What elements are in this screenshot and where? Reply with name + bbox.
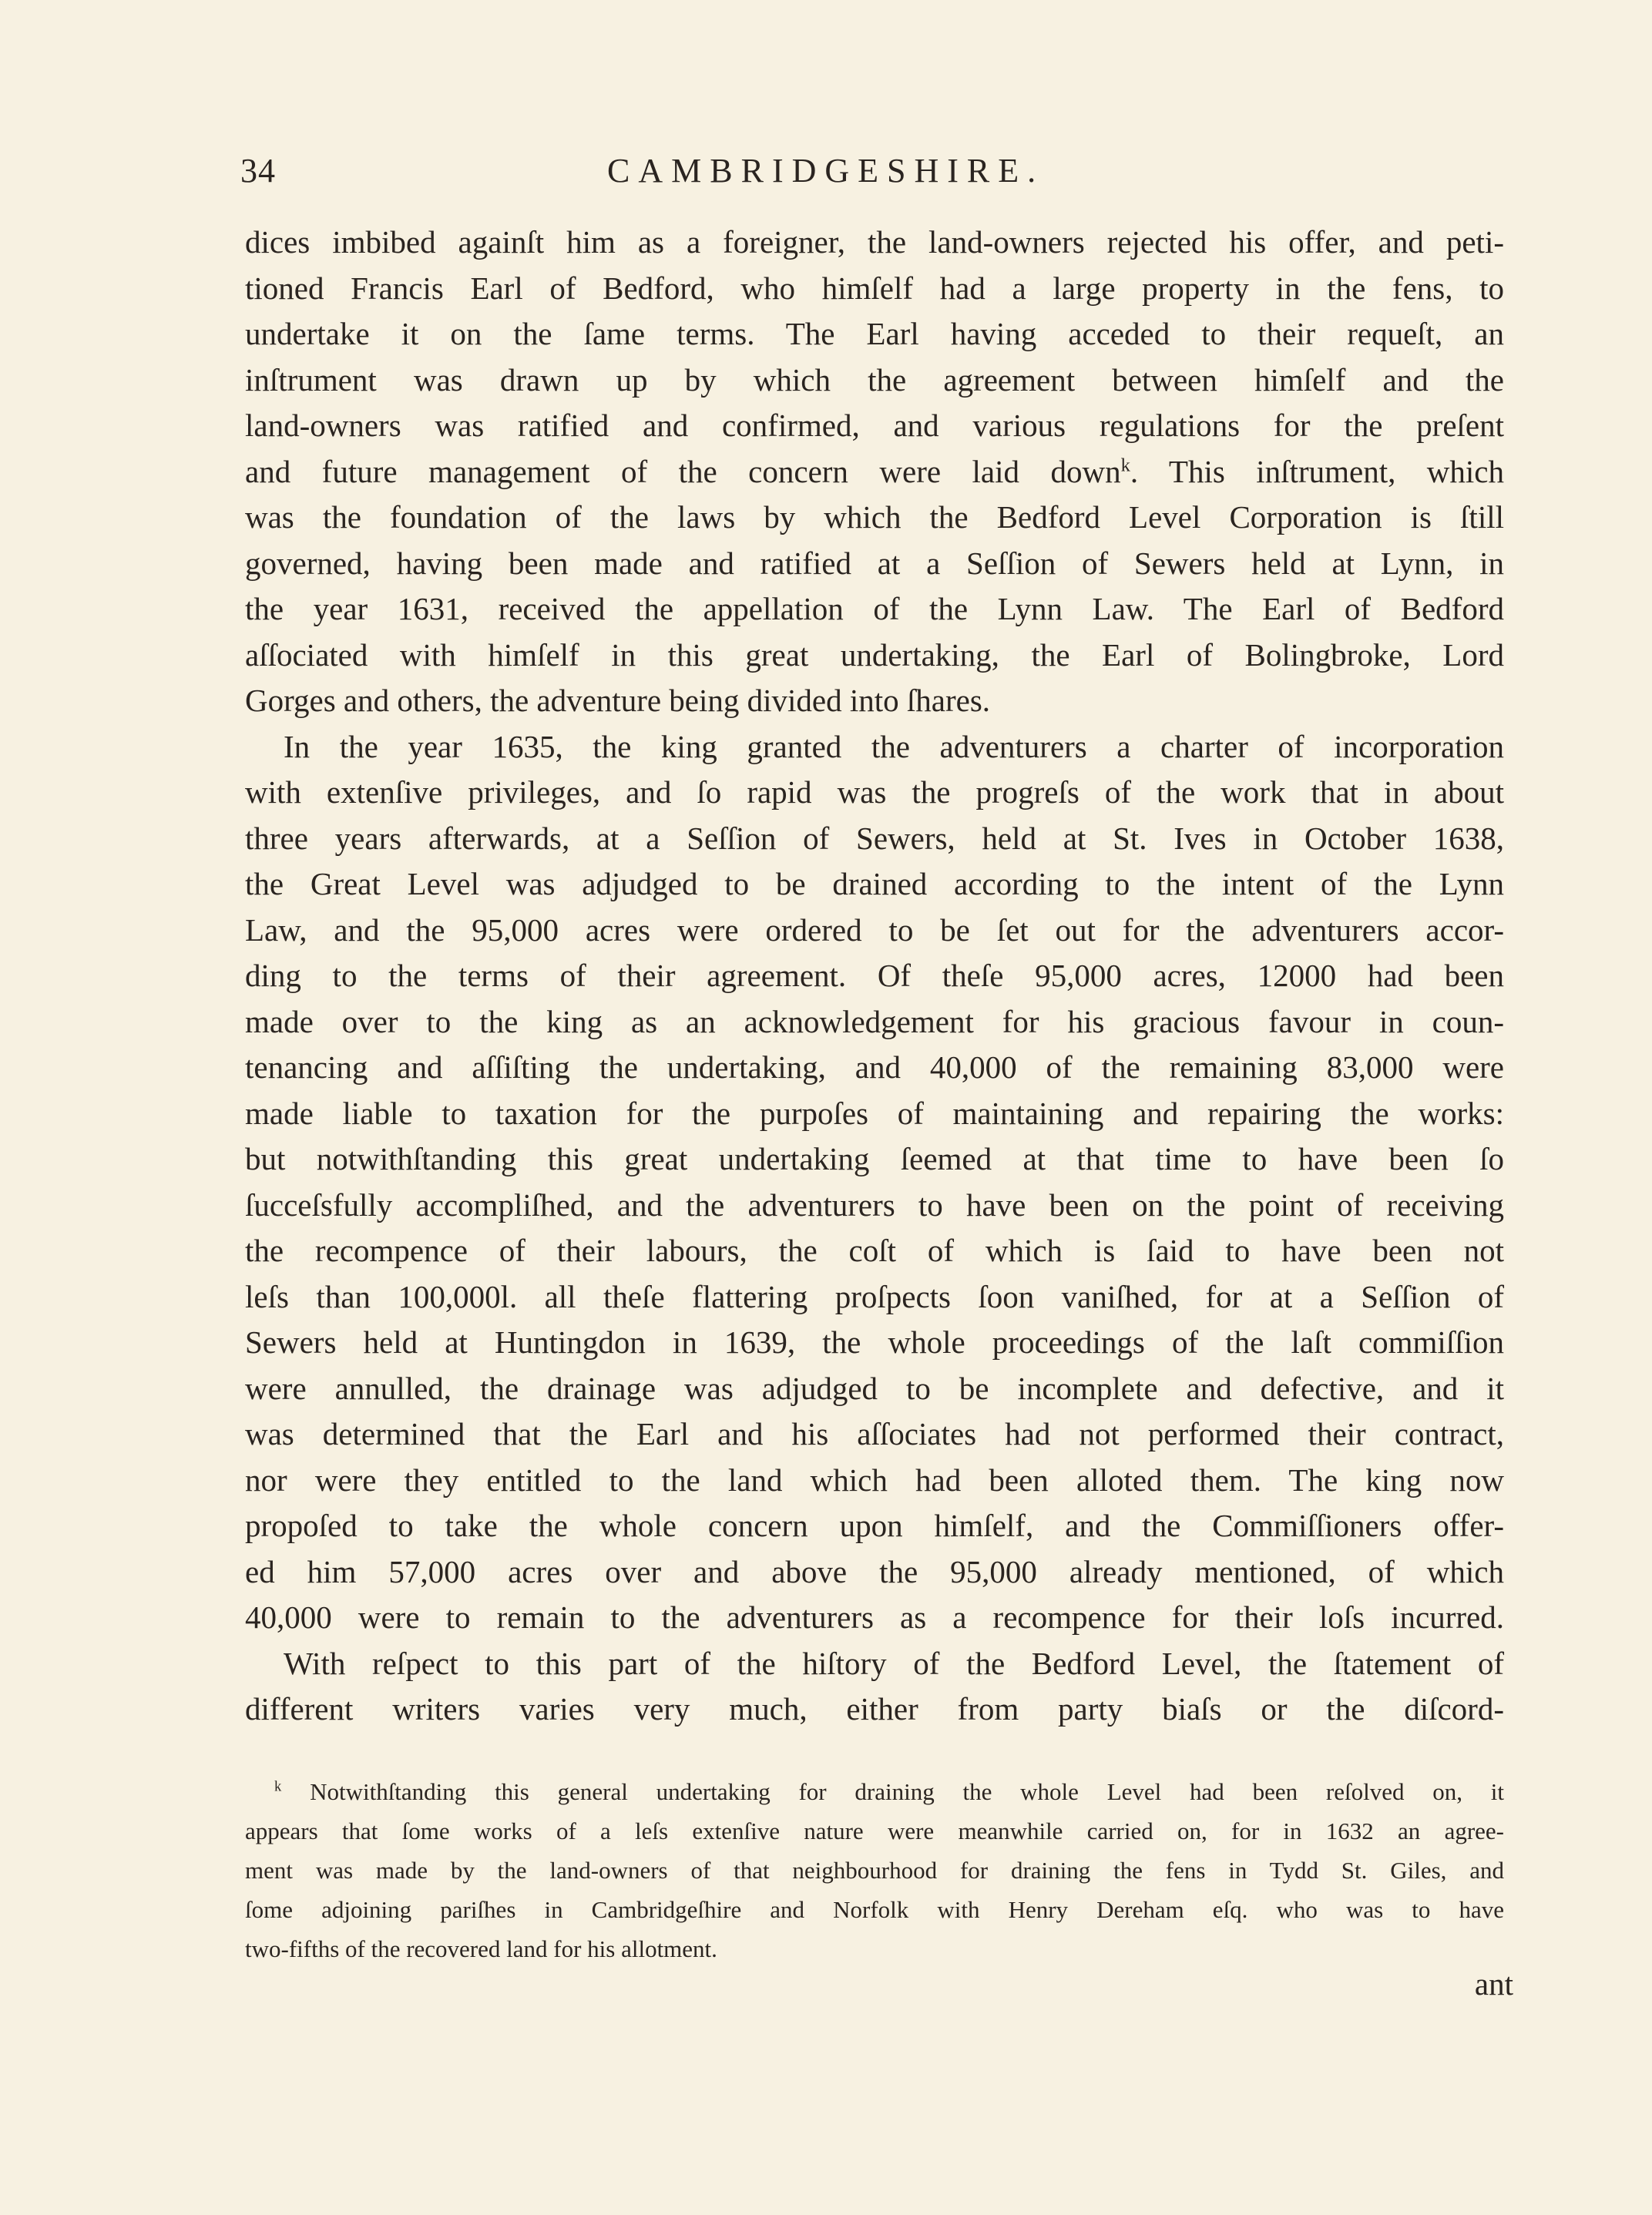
running-title: CAMBRIDGESHIRE. (607, 152, 1045, 190)
text-line: 40,000 were to remain to the adventurers as a recompence for their loſs incurred. (245, 1599, 1504, 1635)
text-line: dices imbibed againſt him as a foreigner, the land-owners rejected his offer, and peti- (245, 224, 1504, 260)
text-line-tail: . This inſtrument, which (1130, 453, 1505, 489)
text-line: inſtrument was drawn up by which the agreement between himſelf and the (245, 361, 1504, 398)
text-line: different writers varies very much, either from party biaſs or the diſcord- (245, 1691, 1504, 1727)
footnote-line: ment was made by the land-owners of that neighbourhood for draining the fens in Tydd St. Giles, and (245, 1857, 1504, 1884)
footnote-reference: k (1120, 454, 1130, 475)
main-text (245, 220, 1504, 1733)
text-line: aſſociated with himſelf in this great undertaking, the Earl of Bolingbroke, Lord (245, 636, 1504, 673)
text-line: was determined that the Earl and his aſſociates had not performed their contract, (245, 1416, 1504, 1451)
text-line: was the foundation of the laws by which the Bedford Level Corporation is ſtill (245, 499, 1504, 535)
text-line: the year 1631, received the appellation of the Lynn Law. The Earl of Bedford (245, 591, 1504, 626)
running-head (240, 148, 1504, 194)
text-line: made over to the king as an acknowledgement for his gracious favour in coun- (245, 1003, 1504, 1039)
text-line: made liable to taxation for the purpoſes of maintaining and repairing the works: (245, 1095, 1504, 1131)
text-line: Sewers held at Huntingdon in 1639, the whole proceedings of the laſt commiſſion (245, 1324, 1504, 1360)
text-line: three years afterwards, at a Seſſion of Sewers, held at St. Ives in October 1638, (245, 820, 1504, 856)
text-line: ed him 57,000 acres over and above the 95,000 already mentioned, of which (245, 1553, 1504, 1589)
text-line: With reſpect to this part of the hiſtory of the Bedford Level, the ſtatement of (284, 1645, 1504, 1681)
footnote-line: ſome adjoining pariſhes in Cambridgeſhire and Norfolk with Henry Dereham eſq. who was to have (245, 1896, 1504, 1923)
text-line: tioned Francis Earl of Bedford, who himſelf had a large property in the fens, to (245, 270, 1504, 306)
text-line: tenancing and aſſiſting the undertaking, and 40,000 of the remaining 83,000 were (245, 1049, 1504, 1085)
text-line: ding to the terms of their agreement. Of theſe 95,000 acres, 12000 had been (245, 958, 1504, 993)
text-line: In the year 1635, the king granted the adventurers a charter of incorporation (284, 728, 1504, 764)
text-line: governed, having been made and ratified at a Seſſion of Sewers held at Lynn, in (245, 545, 1504, 581)
page-number: 34 (240, 152, 276, 190)
text-line: propoſed to take the whole concern upon himſelf, and the Commiſſioners offer- (245, 1508, 1504, 1543)
footnote-line (245, 1772, 1504, 1811)
footnote (245, 1772, 1504, 1968)
text-line-head: and future management of the concern were laid down (245, 453, 1121, 489)
text-line: Gorges and others, the adventure being divided into ſhares. (245, 683, 991, 718)
text-line: ſucceſsfully accompliſhed, and the adventurers to have been on the point of receiving (245, 1186, 1504, 1223)
footnote-marker: k (274, 1778, 282, 1795)
text-line: with extenſive privileges, and ſo rapid was the progreſs of the work that in about (245, 774, 1504, 810)
text-line: nor were they entitled to the land which had been alloted them. The king now (245, 1462, 1504, 1498)
text-line: land-owners was ratified and confirmed, and various regulations for the preſent (245, 408, 1504, 443)
footnote-line-text: Notwithſtanding this general undertaking for draining the whole Level had been reſolved on, it (310, 1778, 1504, 1805)
text-line: undertake it on the ſame terms. The Earl having acceded to their requeſt, an (245, 316, 1504, 351)
footnote-line: appears that ſome works of a leſs extenſive nature were meanwhile carried on, for in 1632 an agree- (245, 1817, 1504, 1844)
text-line: Law, and the 95,000 acres were ordered to be ſet out for the adventurers accor- (245, 911, 1504, 948)
catchword: ant (1474, 1966, 1513, 2002)
footnote-line: two-fifths of the recovered land for his allotment. (245, 1935, 717, 1962)
text-line-with-note (245, 449, 1504, 495)
text-line: leſs than 100,000l. all theſe flattering proſpects ſoon vaniſhed, for at a Seſſion of (245, 1278, 1504, 1314)
text-line: but notwithſtanding this great undertaking ſeemed at that time to have been ſo (245, 1141, 1504, 1176)
text-line: were annulled, the drainage was adjudged to be incomplete and defective, and it (245, 1370, 1504, 1406)
text-line: the recompence of their labours, the coſt of which is ſaid to have been not (245, 1233, 1504, 1268)
text-line: the Great Level was adjudged to be drained according to the intent of the Lynn (245, 866, 1504, 901)
